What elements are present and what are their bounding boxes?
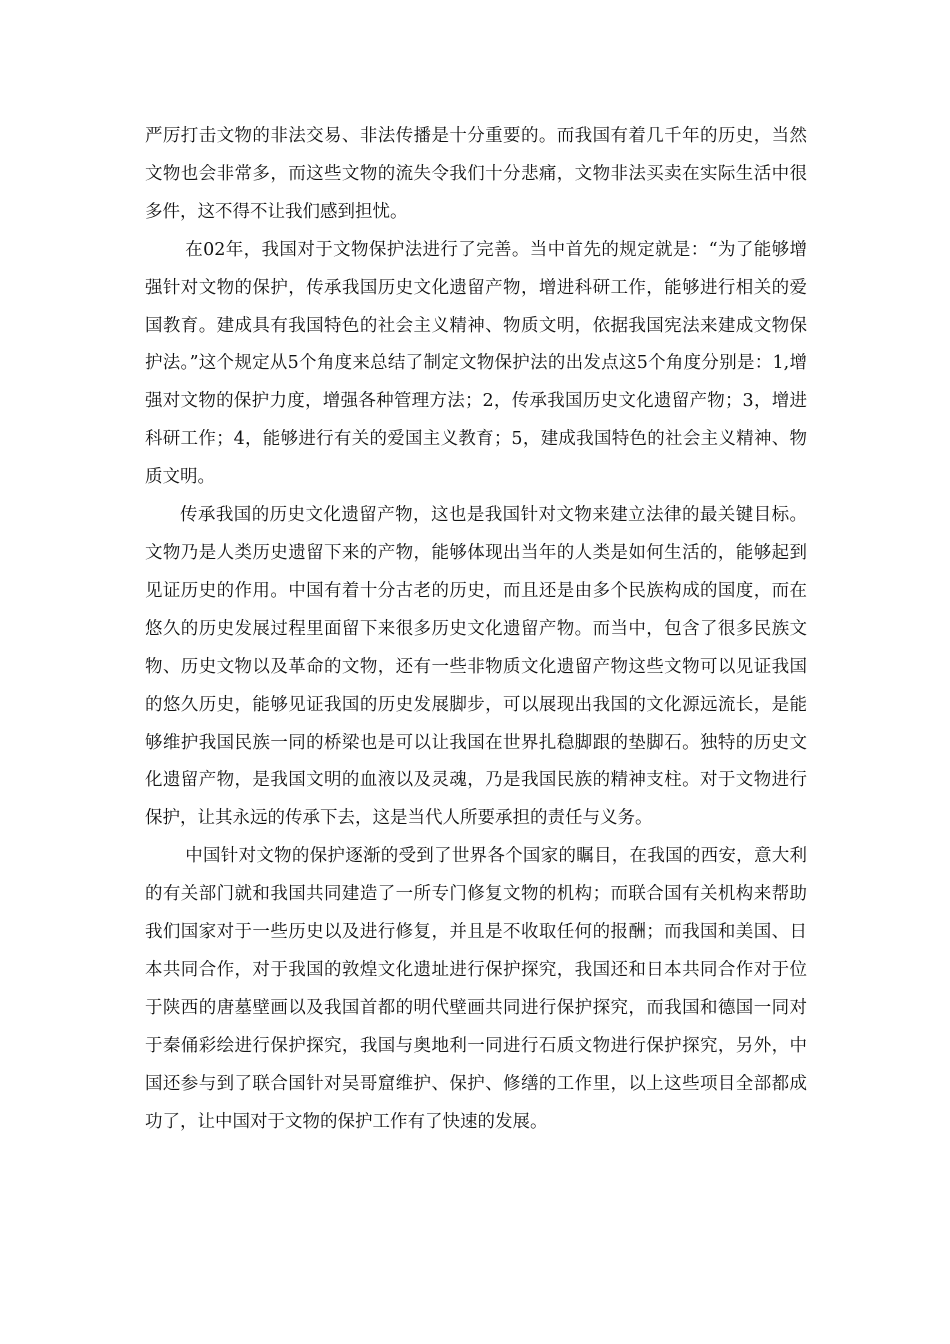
paragraph-heritage-inheritance: 传承我国的历史文化遗留产物，这也是我国针对文物来建立法律的最关键目标。文物乃是人类历史遗留下来的产物，能够体现出当年的人类是如何生活的，能够起到见证历史的作用。中国有着十分古老的历史，而且还是由多个民族构成的国度，而在悠久的历史发展过程里面留下来很多历史文化遗留产物。而当中，包含了很多民族文物、历史文物以及革命的文物，还有一些非物质文化遗留产物这些文物可以见证我国的悠久历史，能够见证我国的历史发展脚步，可以展现出我国的文化源远流长，是能够维护我国民族一同的桥梁也是可以让我国在世界扎稳脚跟的垫脚石。独特的历史文化遗留产物，是我国文明的血液以及灵魂，乃是我国民族的精神支柱。对于文物进行保护，让其永远的传承下去，这是当代人所要承担的责任与义务。 (145, 505, 807, 829)
paragraph-law-revision: 在02年，我国对于文物保护法进行了完善。当中首先的规定就是：“为了能够增强针对文物的保护，传承我国历史文化遗留产物，增进科研工作，能够进行相关的爱国教育。建成具有我国特色的社会主义精神、物质文明，依据我国宪法来建成文物保护法。”这个规定从5个角度来总结了制定文物保护法的出发点这5个角度分别是：1,增强对文物的保护力度，增强各种管理方法；2，传承我国历史文化遗留产物；3，增进科研工作；4，能够进行有关的爱国主义教育；5，建成我国特色的社会主义精神、物质文明。 (145, 239, 807, 488)
paragraph-international-cooperation: 中国针对文物的保护逐渐的受到了世界各个国家的瞩目，在我国的西安，意大利的有关部门就和我国共同建造了一所专门修复文物的机构；而联合国有关机构来帮助我们国家对于一些历史以及进行修复，并且是不收取任何的报酬；而我国和美国、日本共同合作，对于我国的敦煌文化遗址进行保护探究，我国还和日本共同合作对于位于陕西的唐墓壁画以及我国首都的明代壁画共同进行保护探究，而我国和德国一同对于秦俑彩绘进行保护探究，我国与奥地利一同进行石质文物进行保护探究，另外，中国还参与到了联合国针对吴哥窟维护、保护、修缮的工作里，以上这些项目全部都成功了，让中国对于文物的保护工作有了快速的发展。 (145, 846, 807, 1132)
paragraph-illegal-trade: 严厉打击文物的非法交易、非法传播是十分重要的。而我国有着几千年的历史，当然文物也会非常多，而这些文物的流失令我们十分悲痛，文物非法买卖在实际生活中很多件，这不得不让我们感到担忧。 (145, 126, 807, 222)
document-body (145, 118, 807, 1141)
